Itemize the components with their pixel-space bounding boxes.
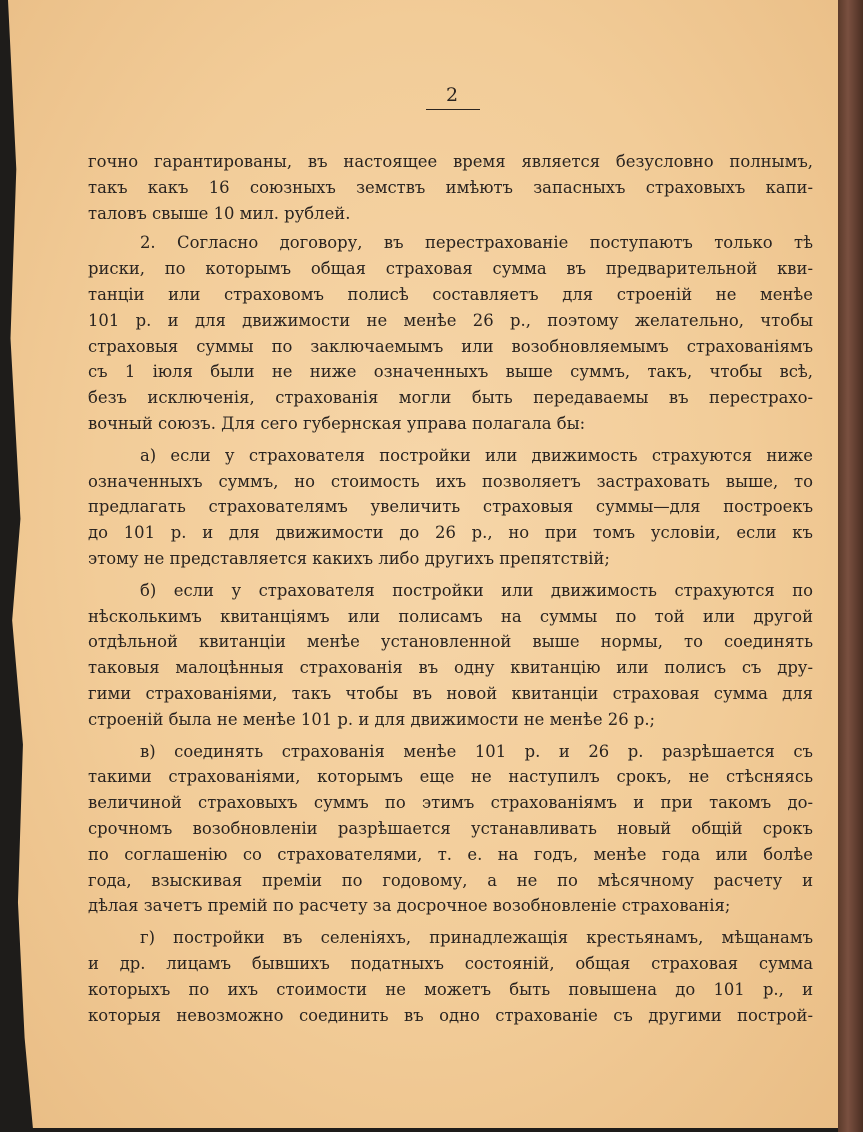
text-line: гими страхованіями, такъ чтобы въ новой квитанціи страховая сумма для bbox=[88, 683, 813, 703]
text-line: страховыя суммы по заключаемымъ или возобновляемымъ страхованіямъ bbox=[88, 336, 813, 356]
text-line: вочный союзъ. Для сего губернская управа полагала бы: bbox=[88, 413, 586, 433]
text-line: величиной страховыхъ суммъ по этимъ страхованіямъ и при такомъ до- bbox=[88, 793, 813, 813]
text-line: года, взыскивая преміи по годовому, а не по мѣсячному расчету и bbox=[88, 870, 813, 890]
text-line: риски, по которымъ общая страховая сумма въ предварительной кви- bbox=[88, 259, 813, 279]
text-line: означенныхъ суммъ, но стоимость ихъ позволяетъ застраховать выше, то bbox=[88, 471, 813, 491]
text-line: таловъ свыше 10 мил. рублей. bbox=[88, 203, 351, 223]
text-line: предлагать страхователямъ увеличить страховыя суммы—для построекъ bbox=[88, 497, 813, 517]
text-line: этому не представляется какихъ либо другихъ препятствій; bbox=[88, 548, 610, 568]
text-line: гочно гарантированы, въ настоящее время является безусловно полнымъ, bbox=[88, 152, 813, 171]
text-line: до 101 р. и для движимости до 26 р., но при томъ условіи, если къ bbox=[88, 523, 813, 543]
text-line: и др. лицамъ бывшихъ податныхъ состояній, общая страховая сумма bbox=[88, 953, 813, 973]
text-line: срочномъ возобновленіи разрѣшается устанавливать новый общій срокъ bbox=[88, 818, 813, 838]
text-line: которыхъ по ихъ стоимости не можетъ быть повышена до 101 р., и bbox=[88, 979, 813, 999]
text-line: съ 1 іюля были не ниже означенныхъ выше суммъ, такъ, чтобы всѣ, bbox=[88, 362, 813, 382]
text-line: 101 р. и для движимости не менѣе 26 р., поэтому желательно, чтобы bbox=[88, 310, 813, 330]
text-line: безъ исключенія, страхованія могли быть передаваемы въ перестрахо- bbox=[88, 388, 813, 408]
paragraph-first-line: а) если у страхователя постройки или движимость страхуются ниже bbox=[140, 445, 813, 465]
paragraph-first-line: б) если у страхователя постройки или движимость страхуются по bbox=[140, 580, 813, 600]
page-number-rule bbox=[426, 109, 480, 110]
text-line: нѣсколькимъ квитанціямъ или полисамъ на суммы по той или другой bbox=[88, 606, 813, 626]
text-line: такъ какъ 16 союзныхъ земствъ имѣютъ запасныхъ страховыхъ капи- bbox=[88, 177, 813, 197]
text-line: отдѣльной квитанціи менѣе установленной выше нормы, то соединять bbox=[88, 632, 813, 652]
paragraph-first-line: 2. Согласно договору, въ перестрахованіе поступаютъ только тѣ bbox=[140, 233, 813, 253]
paragraph-first-line: в) соединять страхованія менѣе 101 р. и 26 р. разрѣшается съ bbox=[140, 741, 813, 761]
text-line: таковыя малоцѣнныя страхованія въ одну квитанцію или полисъ съ дру- bbox=[88, 658, 813, 678]
text-line: по соглашенію со страхователями, т. е. на годъ, менѣе года или болѣе bbox=[88, 844, 813, 864]
text-line: строеній была не менѣе 101 р. и для движимости не менѣе 26 р.; bbox=[88, 709, 656, 729]
text-line: такими страхованіями, которымъ еще не наступилъ срокъ, не стѣсняясь bbox=[88, 767, 813, 787]
text-line: танціи или страховомъ полисѣ составляетъ для строеній не менѣе bbox=[88, 284, 813, 304]
paragraph-first-line: г) постройки въ селеніяхъ, принадлежащія крестьянамъ, мѣщанамъ bbox=[140, 928, 813, 948]
page-number: 2 bbox=[445, 84, 459, 106]
body-text bbox=[88, 149, 813, 1028]
text-line: дѣлая зачетъ премій по расчету за досрочное возобновленіе страхованія; bbox=[88, 896, 731, 916]
text-line: которыя невозможно соединить въ одно страхованіе съ другими построй- bbox=[88, 1005, 813, 1025]
